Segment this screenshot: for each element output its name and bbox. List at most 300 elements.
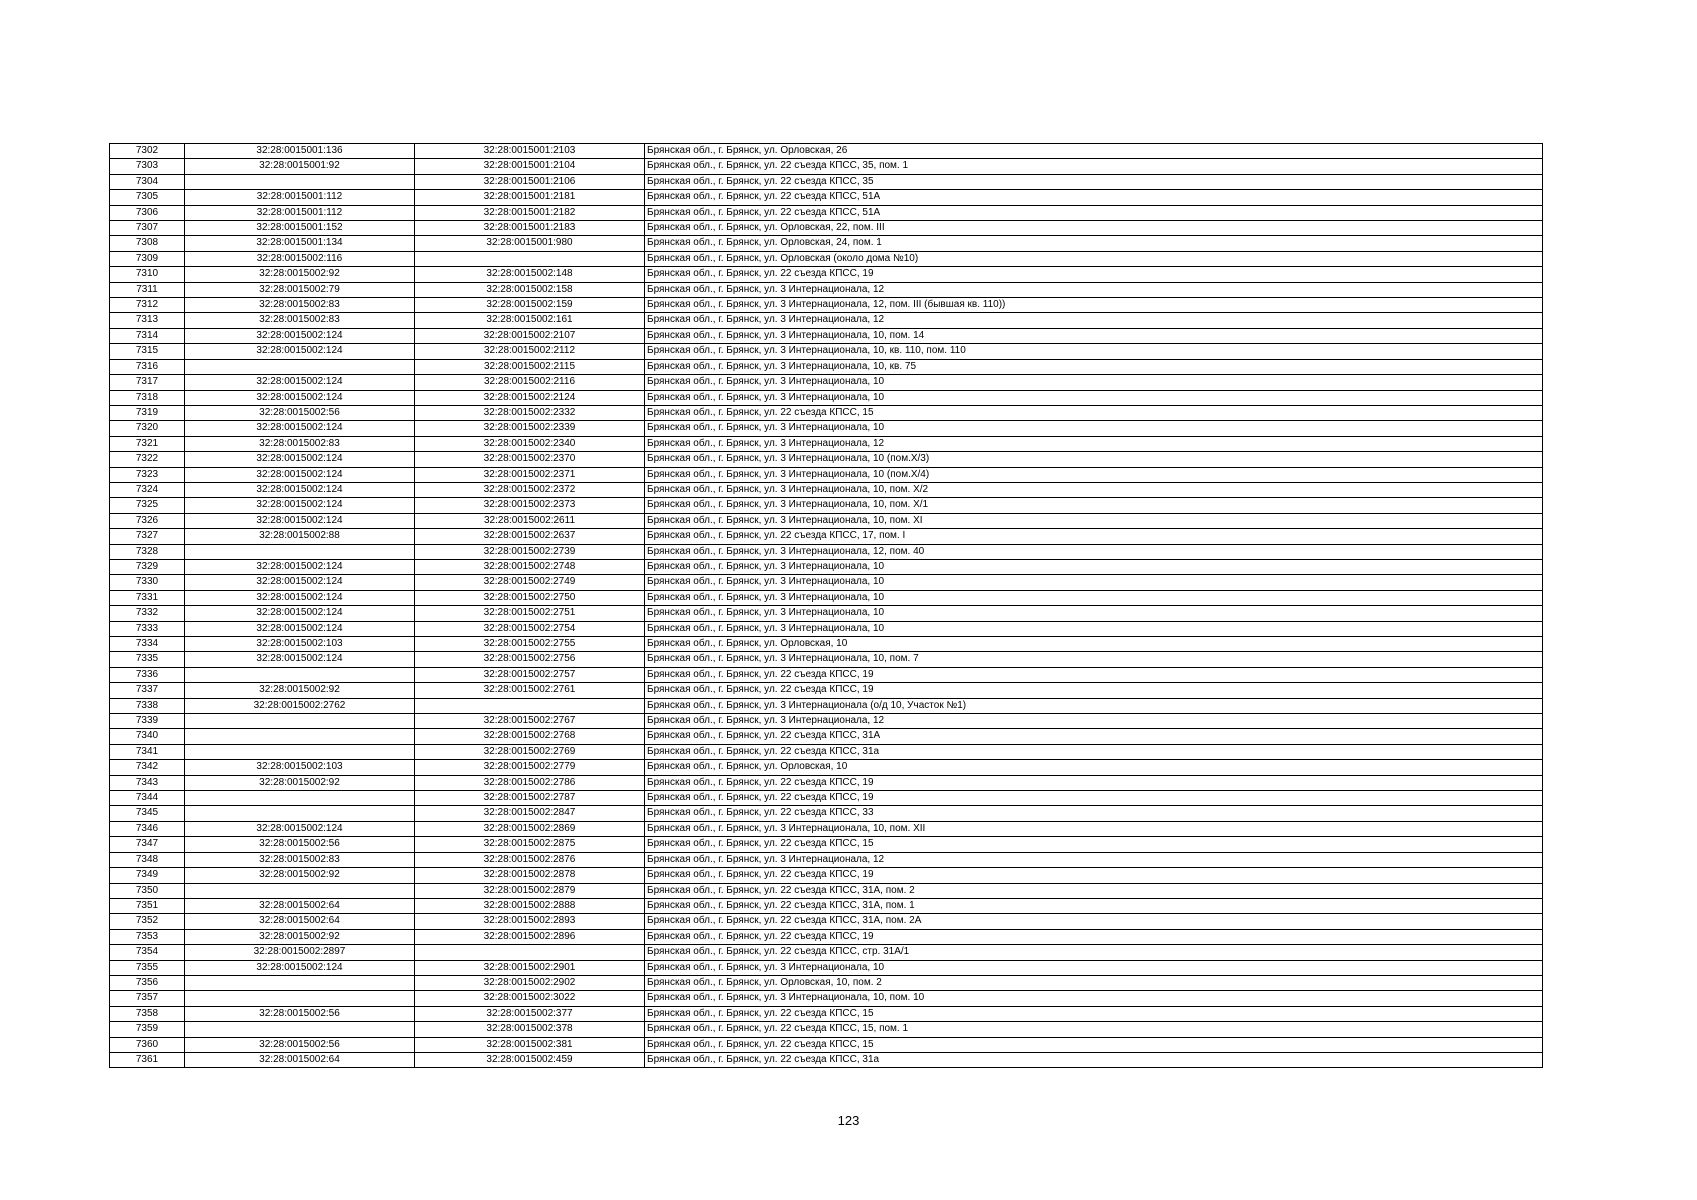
table-row [110,359,1543,374]
row-number-cell: 7324 [110,482,185,497]
cadastral-number-cell: 32:28:0015002:459 [415,1052,645,1067]
table-row [110,282,1543,297]
table-row [110,883,1543,898]
row-number-cell: 7302 [110,144,185,159]
row-number-cell: 7317 [110,375,185,390]
parent-cadastral-number-cell [185,1022,415,1037]
table-row [110,975,1543,990]
row-number-cell: 7308 [110,236,185,251]
table-row [110,698,1543,713]
cadastral-number-cell: 32:28:0015001:2181 [415,190,645,205]
table-row [110,744,1543,759]
table-row [110,251,1543,266]
parent-cadastral-number-cell [185,729,415,744]
address-cell: Брянская обл., г. Брянск, ул. 22 съезда КПСС, 19 [645,868,1543,883]
address-cell: Брянская обл., г. Брянск, ул. 3 Интернационала, 12 [645,282,1543,297]
parent-cadastral-number-cell: 32:28:0015002:92 [185,683,415,698]
address-cell: Брянская обл., г. Брянск, ул. 22 съезда КПСС, 15, пом. 1 [645,1022,1543,1037]
table-row [110,929,1543,944]
cadastral-number-cell: 32:28:0015002:2757 [415,667,645,682]
table-row [110,328,1543,343]
parent-cadastral-number-cell: 32:28:0015002:124 [185,590,415,605]
parent-cadastral-number-cell [185,975,415,990]
cadastral-number-cell: 32:28:0015002:2876 [415,852,645,867]
table-row [110,159,1543,174]
table-row [110,313,1543,328]
cadastral-number-cell: 32:28:0015002:2372 [415,482,645,497]
row-number-cell: 7306 [110,205,185,220]
cadastral-number-cell: 32:28:0015002:2754 [415,621,645,636]
cadastral-number-cell: 32:28:0015002:2779 [415,760,645,775]
cadastral-number-cell: 32:28:0015002:2761 [415,683,645,698]
row-number-cell: 7334 [110,637,185,652]
table-row [110,190,1543,205]
table-row [110,344,1543,359]
parent-cadastral-number-cell: 32:28:0015002:64 [185,1052,415,1067]
address-cell: Брянская обл., г. Брянск, ул. 3 Интернационала, 10, пом. XII [645,821,1543,836]
parent-cadastral-number-cell: 32:28:0015002:124 [185,960,415,975]
parent-cadastral-number-cell: 32:28:0015002:56 [185,837,415,852]
table-row [110,390,1543,405]
parent-cadastral-number-cell: 32:28:0015002:116 [185,251,415,266]
parent-cadastral-number-cell [185,991,415,1006]
address-cell: Брянская обл., г. Брянск, ул. 3 Интернационала, 10 [645,590,1543,605]
table-row [110,606,1543,621]
cadastral-number-cell: 32:28:0015002:161 [415,313,645,328]
parent-cadastral-number-cell: 32:28:0015002:2897 [185,945,415,960]
parent-cadastral-number-cell: 32:28:0015001:92 [185,159,415,174]
parent-cadastral-number-cell: 32:28:0015002:56 [185,1006,415,1021]
table-row [110,236,1543,251]
row-number-cell: 7356 [110,975,185,990]
cadastral-number-cell: 32:28:0015002:2902 [415,975,645,990]
table-row [110,144,1543,159]
address-cell: Брянская обл., г. Брянск, ул. 22 съезда КПСС, 19 [645,683,1543,698]
table-row [110,837,1543,852]
parent-cadastral-number-cell: 32:28:0015002:83 [185,852,415,867]
address-cell: Брянская обл., г. Брянск, ул. 3 Интернационала, 10 [645,375,1543,390]
row-number-cell: 7359 [110,1022,185,1037]
cadastral-number-cell: 32:28:0015002:2756 [415,652,645,667]
page-number: 123 [837,1113,860,1128]
address-cell: Брянская обл., г. Брянск, ул. 22 съезда КПСС, 15 [645,1006,1543,1021]
address-cell: Брянская обл., г. Брянск, ул. 3 Интернационала, 10 [645,390,1543,405]
row-number-cell: 7315 [110,344,185,359]
address-cell: Брянская обл., г. Брянск, ул. 22 съезда КПСС, 19 [645,775,1543,790]
parent-cadastral-number-cell [185,544,415,559]
cadastral-number-cell: 32:28:0015002:2739 [415,544,645,559]
parent-cadastral-number-cell: 32:28:0015002:124 [185,467,415,482]
row-number-cell: 7310 [110,267,185,282]
table-row [110,559,1543,574]
parent-cadastral-number-cell: 32:28:0015002:124 [185,559,415,574]
row-number-cell: 7349 [110,868,185,883]
parent-cadastral-number-cell: 32:28:0015002:124 [185,421,415,436]
parent-cadastral-number-cell: 32:28:0015002:83 [185,313,415,328]
parent-cadastral-number-cell [185,174,415,189]
parent-cadastral-number-cell: 32:28:0015002:124 [185,390,415,405]
cadastral-number-cell: 32:28:0015002:2116 [415,375,645,390]
address-cell: Брянская обл., г. Брянск, ул. 22 съезда КПСС, 19 [645,667,1543,682]
table-row [110,1037,1543,1052]
address-cell: Брянская обл., г. Брянск, ул. 22 съезда КПСС, 31а [645,744,1543,759]
row-number-cell: 7351 [110,898,185,913]
row-number-cell: 7339 [110,714,185,729]
cadastral-number-cell [415,945,645,960]
address-cell: Брянская обл., г. Брянск, ул. 3 Интернационала, 12 [645,714,1543,729]
parent-cadastral-number-cell: 32:28:0015002:83 [185,436,415,451]
table-row [110,652,1543,667]
address-cell: Брянская обл., г. Брянск, ул. 22 съезда КПСС, 19 [645,929,1543,944]
parent-cadastral-number-cell: 32:28:0015002:124 [185,328,415,343]
parent-cadastral-number-cell: 32:28:0015002:2762 [185,698,415,713]
parent-cadastral-number-cell: 32:28:0015002:56 [185,405,415,420]
parent-cadastral-number-cell: 32:28:0015002:124 [185,375,415,390]
address-cell: Брянская обл., г. Брянск, ул. 22 съезда КПСС, 31А [645,729,1543,744]
table-row [110,1022,1543,1037]
cadastral-number-cell: 32:28:0015002:148 [415,267,645,282]
table-row [110,714,1543,729]
parent-cadastral-number-cell: 32:28:0015002:103 [185,637,415,652]
table-row [110,960,1543,975]
parent-cadastral-number-cell [185,744,415,759]
address-cell: Брянская обл., г. Брянск, ул. 3 Интернационала (о/д 10, Участок №1) [645,698,1543,713]
table-row [110,421,1543,436]
row-number-cell: 7361 [110,1052,185,1067]
row-number-cell: 7338 [110,698,185,713]
table-row [110,405,1543,420]
cadastral-number-cell: 32:28:0015002:2112 [415,344,645,359]
address-cell: Брянская обл., г. Брянск, ул. 3 Интернационала, 10, пом. 7 [645,652,1543,667]
parent-cadastral-number-cell: 32:28:0015002:56 [185,1037,415,1052]
cadastral-number-cell: 32:28:0015002:2611 [415,513,645,528]
row-number-cell: 7319 [110,405,185,420]
cadastral-number-cell: 32:28:0015001:980 [415,236,645,251]
parent-cadastral-number-cell [185,806,415,821]
parent-cadastral-number-cell: 32:28:0015002:92 [185,868,415,883]
table-row [110,205,1543,220]
table-row [110,529,1543,544]
row-number-cell: 7337 [110,683,185,698]
row-number-cell: 7355 [110,960,185,975]
address-cell: Брянская обл., г. Брянск, ул. 3 Интернационала, 10 [645,606,1543,621]
address-cell: Брянская обл., г. Брянск, ул. 3 Интернационала, 10 (пом.Х/4) [645,467,1543,482]
parent-cadastral-number-cell: 32:28:0015002:103 [185,760,415,775]
row-number-cell: 7336 [110,667,185,682]
row-number-cell: 7329 [110,559,185,574]
cadastral-number-cell: 32:28:0015002:2869 [415,821,645,836]
row-number-cell: 7350 [110,883,185,898]
address-cell: Брянская обл., г. Брянск, ул. 3 Интернационала, 10, пом. 14 [645,328,1543,343]
row-number-cell: 7346 [110,821,185,836]
row-number-cell: 7352 [110,914,185,929]
address-cell: Брянская обл., г. Брянск, ул. 22 съезда КПСС, 19 [645,267,1543,282]
parent-cadastral-number-cell: 32:28:0015002:64 [185,898,415,913]
cadastral-number-cell: 32:28:0015002:2750 [415,590,645,605]
address-cell: Брянская обл., г. Брянск, ул. Орловская, 22, пом. III [645,221,1543,236]
address-cell: Брянская обл., г. Брянск, ул. Орловская, 10 [645,637,1543,652]
cadastral-number-cell [415,698,645,713]
address-cell: Брянская обл., г. Брянск, ул. 3 Интернационала, 10 [645,575,1543,590]
cadastral-number-cell [415,251,645,266]
table-row [110,945,1543,960]
address-cell: Брянская обл., г. Брянск, ул. Орловская, 10, пом. 2 [645,975,1543,990]
address-cell: Брянская обл., г. Брянск, ул. 22 съезда КПСС, 35, пом. 1 [645,159,1543,174]
cadastral-number-cell: 32:28:0015002:2786 [415,775,645,790]
address-cell: Брянская обл., г. Брянск, ул. 3 Интернационала, 10, пом. Х/2 [645,482,1543,497]
address-cell: Брянская обл., г. Брянск, ул. 3 Интернационала, 10 [645,960,1543,975]
row-number-cell: 7335 [110,652,185,667]
cadastral-number-cell: 32:28:0015002:2787 [415,791,645,806]
row-number-cell: 7353 [110,929,185,944]
row-number-cell: 7341 [110,744,185,759]
parent-cadastral-number-cell: 32:28:0015002:92 [185,929,415,944]
table-row [110,898,1543,913]
cadastral-number-cell: 32:28:0015002:2755 [415,637,645,652]
row-number-cell: 7357 [110,991,185,1006]
row-number-cell: 7340 [110,729,185,744]
parent-cadastral-number-cell: 32:28:0015002:124 [185,652,415,667]
cadastral-number-cell: 32:28:0015002:2893 [415,914,645,929]
address-cell: Брянская обл., г. Брянск, ул. 22 съезда КПСС, 31а [645,1052,1543,1067]
cadastral-number-cell: 32:28:0015002:2339 [415,421,645,436]
parent-cadastral-number-cell [185,359,415,374]
row-number-cell: 7347 [110,837,185,852]
row-number-cell: 7344 [110,791,185,806]
table-row [110,267,1543,282]
parent-cadastral-number-cell: 32:28:0015002:124 [185,821,415,836]
cadastral-number-cell: 32:28:0015002:378 [415,1022,645,1037]
parent-cadastral-number-cell: 32:28:0015002:124 [185,575,415,590]
address-cell: Брянская обл., г. Брянск, ул. 3 Интернационала, 10, кв. 75 [645,359,1543,374]
address-cell: Брянская обл., г. Брянск, ул. 22 съезда КПСС, 31А, пом. 2 [645,883,1543,898]
cadastral-number-cell: 32:28:0015002:2124 [415,390,645,405]
row-number-cell: 7312 [110,298,185,313]
address-cell: Брянская обл., г. Брянск, ул. 3 Интернационала, 12, пом. III (бывшая кв. 110)) [645,298,1543,313]
cadastral-number-cell: 32:28:0015002:2748 [415,559,645,574]
parent-cadastral-number-cell: 32:28:0015002:124 [185,498,415,513]
address-cell: Брянская обл., г. Брянск, ул. 22 съезда КПСС, 17, пом. I [645,529,1543,544]
parent-cadastral-number-cell: 32:28:0015002:124 [185,621,415,636]
parent-cadastral-number-cell: 32:28:0015002:83 [185,298,415,313]
row-number-cell: 7358 [110,1006,185,1021]
row-number-cell: 7354 [110,945,185,960]
cadastral-number-cell: 32:28:0015002:2847 [415,806,645,821]
address-cell: Брянская обл., г. Брянск, ул. 3 Интернационала, 10, пом. XI [645,513,1543,528]
row-number-cell: 7330 [110,575,185,590]
parent-cadastral-number-cell: 32:28:0015002:92 [185,267,415,282]
cadastral-number-cell: 32:28:0015002:2749 [415,575,645,590]
cadastral-number-cell: 32:28:0015002:2769 [415,744,645,759]
row-number-cell: 7326 [110,513,185,528]
parent-cadastral-number-cell: 32:28:0015001:136 [185,144,415,159]
cadastral-number-cell: 32:28:0015002:2896 [415,929,645,944]
row-number-cell: 7320 [110,421,185,436]
row-number-cell: 7311 [110,282,185,297]
address-cell: Брянская обл., г. Брянск, ул. 3 Интернационала, 12 [645,313,1543,328]
address-cell: Брянская обл., г. Брянск, ул. Орловская, 24, пом. 1 [645,236,1543,251]
cadastral-number-cell: 32:28:0015002:2888 [415,898,645,913]
row-number-cell: 7303 [110,159,185,174]
cadastral-number-cell: 32:28:0015002:2637 [415,529,645,544]
address-cell: Брянская обл., г. Брянск, ул. Орловская (около дома №10) [645,251,1543,266]
parent-cadastral-number-cell [185,667,415,682]
cadastral-number-cell: 32:28:0015002:2371 [415,467,645,482]
registry-table-body [110,144,1543,1068]
row-number-cell: 7332 [110,606,185,621]
cadastral-number-cell: 32:28:0015002:2879 [415,883,645,898]
row-number-cell: 7345 [110,806,185,821]
row-number-cell: 7342 [110,760,185,775]
address-cell: Брянская обл., г. Брянск, ул. 22 съезда КПСС, 19 [645,791,1543,806]
table-row [110,1006,1543,1021]
row-number-cell: 7360 [110,1037,185,1052]
address-cell: Брянская обл., г. Брянск, ул. 3 Интернационала, 10 [645,421,1543,436]
address-cell: Брянская обл., г. Брянск, ул. 22 съезда КПСС, 15 [645,837,1543,852]
cadastral-number-cell: 32:28:0015001:2182 [415,205,645,220]
row-number-cell: 7316 [110,359,185,374]
row-number-cell: 7343 [110,775,185,790]
cadastral-number-cell: 32:28:0015001:2183 [415,221,645,236]
address-cell: Брянская обл., г. Брянск, ул. 22 съезда КПСС, стр. 31А/1 [645,945,1543,960]
table-row [110,436,1543,451]
cadastral-number-cell: 32:28:0015002:158 [415,282,645,297]
parent-cadastral-number-cell [185,714,415,729]
row-number-cell: 7304 [110,174,185,189]
table-row [110,852,1543,867]
table-row [110,498,1543,513]
row-number-cell: 7327 [110,529,185,544]
parent-cadastral-number-cell: 32:28:0015002:88 [185,529,415,544]
table-row [110,375,1543,390]
row-number-cell: 7305 [110,190,185,205]
cadastral-number-cell: 32:28:0015002:2767 [415,714,645,729]
address-cell: Брянская обл., г. Брянск, ул. 3 Интернационала, 10 (пом.Х/3) [645,452,1543,467]
row-number-cell: 7314 [110,328,185,343]
address-cell: Брянская обл., г. Брянск, ул. 22 съезда КПСС, 35 [645,174,1543,189]
cadastral-number-cell: 32:28:0015002:2107 [415,328,645,343]
parent-cadastral-number-cell: 32:28:0015002:124 [185,482,415,497]
cadastral-number-cell: 32:28:0015002:2875 [415,837,645,852]
address-cell: Брянская обл., г. Брянск, ул. 22 съезда КПСС, 31А, пом. 1 [645,898,1543,913]
address-cell: Брянская обл., г. Брянск, ул. 3 Интернационала, 10 [645,621,1543,636]
row-number-cell: 7325 [110,498,185,513]
parent-cadastral-number-cell: 32:28:0015002:64 [185,914,415,929]
table-row [110,221,1543,236]
address-cell: Брянская обл., г. Брянск, ул. 22 съезда КПСС, 31А, пом. 2А [645,914,1543,929]
table-row [110,467,1543,482]
cadastral-number-cell: 32:28:0015002:2751 [415,606,645,621]
parent-cadastral-number-cell: 32:28:0015001:152 [185,221,415,236]
cadastral-number-cell: 32:28:0015002:377 [415,1006,645,1021]
row-number-cell: 7307 [110,221,185,236]
cadastral-number-cell: 32:28:0015002:3022 [415,991,645,1006]
address-cell: Брянская обл., г. Брянск, ул. 22 съезда КПСС, 15 [645,1037,1543,1052]
table-row [110,760,1543,775]
address-cell: Брянская обл., г. Брянск, ул. 3 Интернационала, 10, пом. 10 [645,991,1543,1006]
table-row [110,667,1543,682]
address-cell: Брянская обл., г. Брянск, ул. 22 съезда КПСС, 51А [645,190,1543,205]
table-row [110,452,1543,467]
parent-cadastral-number-cell: 32:28:0015002:79 [185,282,415,297]
address-cell: Брянская обл., г. Брянск, ул. Орловская, 10 [645,760,1543,775]
table-row [110,513,1543,528]
address-cell: Брянская обл., г. Брянск, ул. 3 Интернационала, 12 [645,436,1543,451]
parent-cadastral-number-cell: 32:28:0015002:124 [185,452,415,467]
table-row [110,298,1543,313]
table-row [110,991,1543,1006]
cadastral-number-cell: 32:28:0015002:2340 [415,436,645,451]
row-number-cell: 7313 [110,313,185,328]
registry-table [109,143,1543,1068]
address-cell: Брянская обл., г. Брянск, ул. 22 съезда КПСС, 51А [645,205,1543,220]
parent-cadastral-number-cell [185,883,415,898]
row-number-cell: 7331 [110,590,185,605]
cadastral-number-cell: 32:28:0015001:2106 [415,174,645,189]
address-cell: Брянская обл., г. Брянск, ул. 22 съезда КПСС, 33 [645,806,1543,821]
address-cell: Брянская обл., г. Брянск, ул. 3 Интернационала, 10 [645,559,1543,574]
cadastral-number-cell: 32:28:0015002:2115 [415,359,645,374]
parent-cadastral-number-cell: 32:28:0015002:124 [185,606,415,621]
address-cell: Брянская обл., г. Брянск, ул. 3 Интернационала, 10, пом. Х/1 [645,498,1543,513]
table-row [110,590,1543,605]
table-row [110,806,1543,821]
table-row [110,868,1543,883]
row-number-cell: 7328 [110,544,185,559]
cadastral-number-cell: 32:28:0015002:381 [415,1037,645,1052]
cadastral-number-cell: 32:28:0015002:2373 [415,498,645,513]
address-cell: Брянская обл., г. Брянск, ул. Орловская, 26 [645,144,1543,159]
cadastral-number-cell: 32:28:0015002:159 [415,298,645,313]
table-row [110,791,1543,806]
table-row [110,621,1543,636]
cadastral-number-cell: 32:28:0015002:2878 [415,868,645,883]
address-cell: Брянская обл., г. Брянск, ул. 3 Интернационала, 12 [645,852,1543,867]
table-row [110,1052,1543,1067]
row-number-cell: 7322 [110,452,185,467]
table-row [110,174,1543,189]
address-cell: Брянская обл., г. Брянск, ул. 3 Интернационала, 12, пом. 40 [645,544,1543,559]
row-number-cell: 7309 [110,251,185,266]
address-cell: Брянская обл., г. Брянск, ул. 22 съезда КПСС, 15 [645,405,1543,420]
row-number-cell: 7318 [110,390,185,405]
table-row [110,637,1543,652]
cadastral-number-cell: 32:28:0015002:2768 [415,729,645,744]
table-row [110,575,1543,590]
table-row [110,775,1543,790]
parent-cadastral-number-cell: 32:28:0015002:124 [185,513,415,528]
parent-cadastral-number-cell: 32:28:0015002:92 [185,775,415,790]
cadastral-number-cell: 32:28:0015001:2103 [415,144,645,159]
row-number-cell: 7321 [110,436,185,451]
table-row [110,729,1543,744]
parent-cadastral-number-cell [185,791,415,806]
table-row [110,821,1543,836]
cadastral-number-cell: 32:28:0015002:2370 [415,452,645,467]
parent-cadastral-number-cell: 32:28:0015001:112 [185,190,415,205]
cadastral-number-cell: 32:28:0015002:2332 [415,405,645,420]
row-number-cell: 7323 [110,467,185,482]
table-row [110,482,1543,497]
parent-cadastral-number-cell: 32:28:0015001:134 [185,236,415,251]
table-row [110,914,1543,929]
address-cell: Брянская обл., г. Брянск, ул. 3 Интернационала, 10, кв. 110, пом. 110 [645,344,1543,359]
table-row [110,544,1543,559]
parent-cadastral-number-cell: 32:28:0015002:124 [185,344,415,359]
table-row [110,683,1543,698]
parent-cadastral-number-cell: 32:28:0015001:112 [185,205,415,220]
row-number-cell: 7348 [110,852,185,867]
